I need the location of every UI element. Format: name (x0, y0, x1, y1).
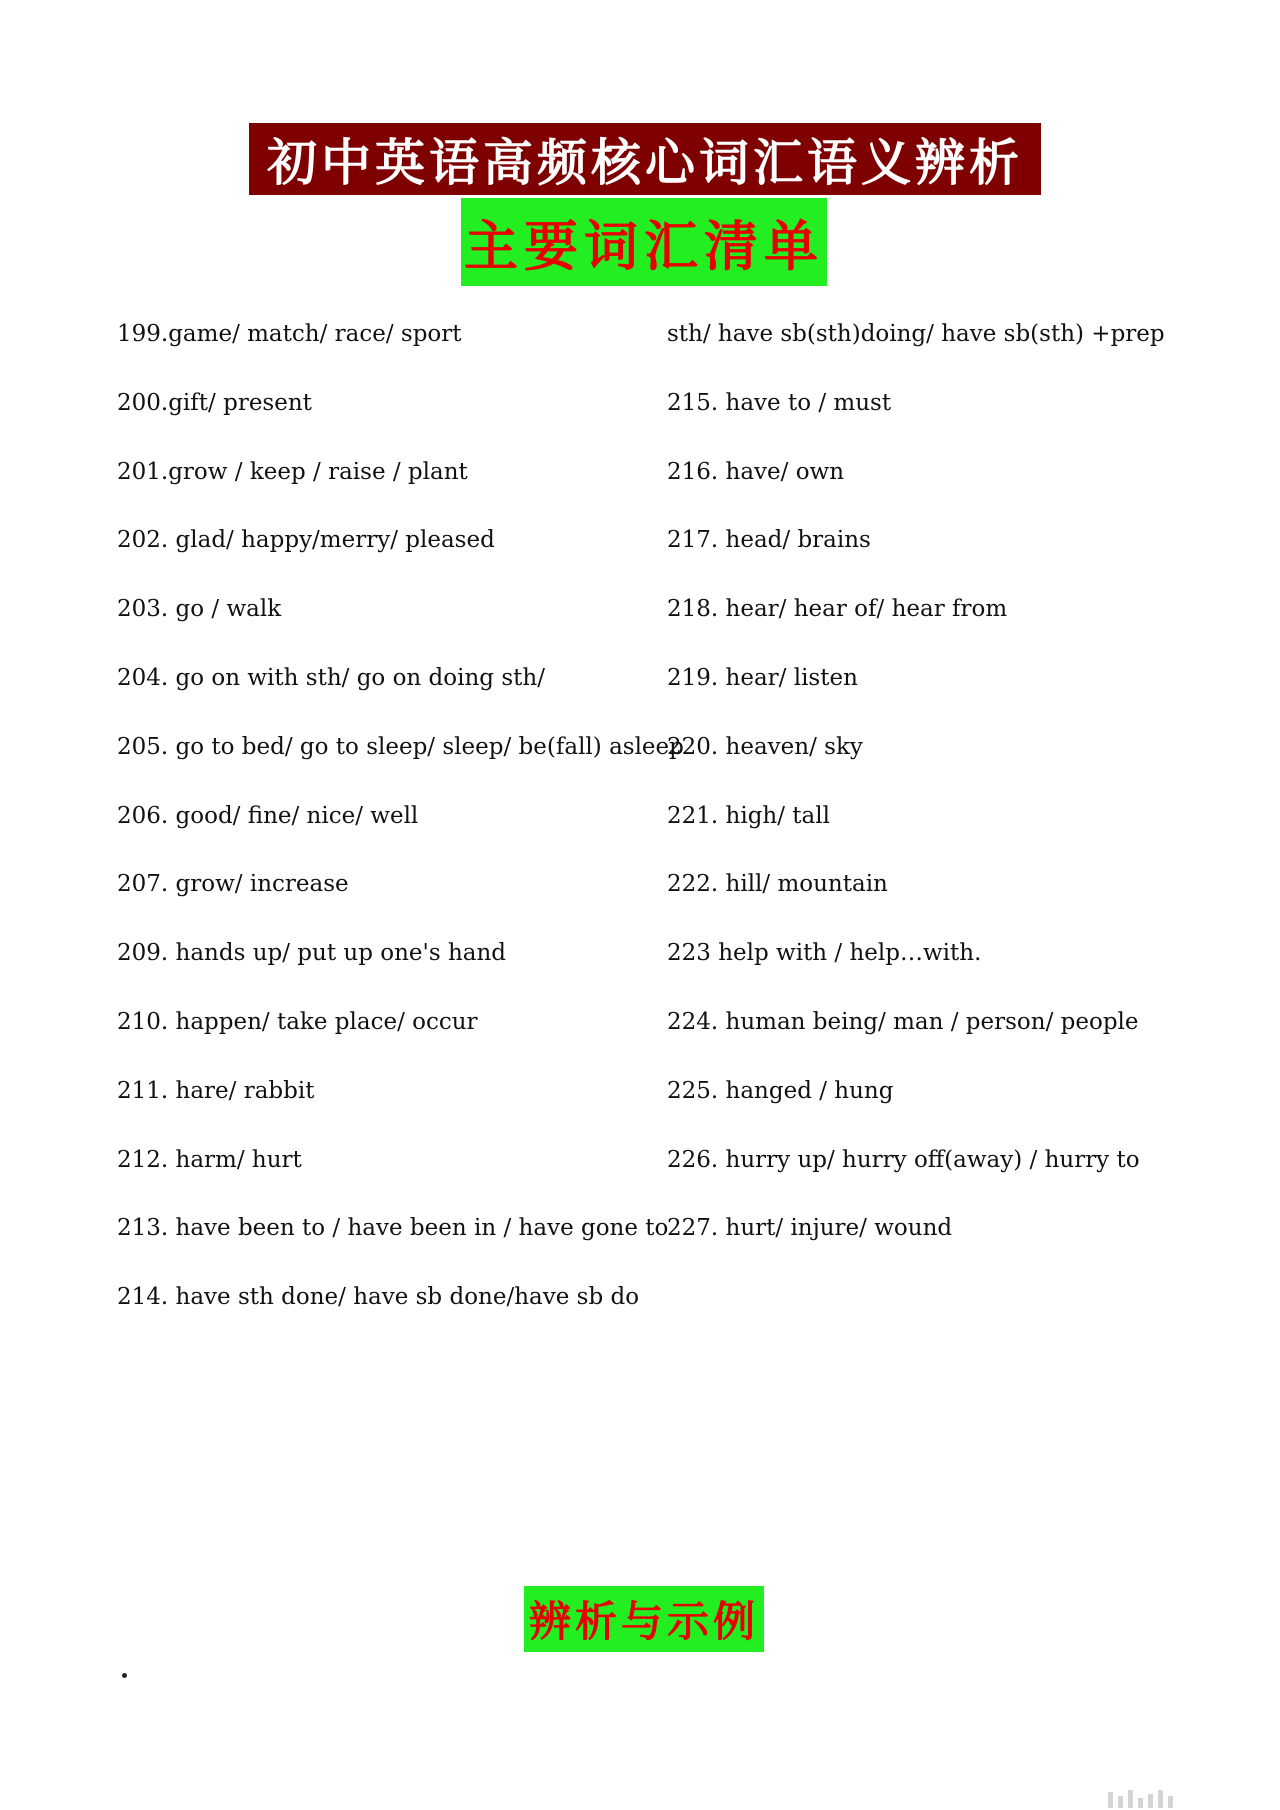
vocabulary-item: 206. good/ fine/ nice/ well (117, 802, 419, 829)
vocabulary-item: 224. human being/ man / person/ people (667, 1008, 1139, 1035)
vocabulary-item: 205. go to bed/ go to sleep/ sleep/ be(fall) asleep (117, 733, 684, 760)
vocabulary-item: 227. hurt/ injure/ wound (667, 1215, 953, 1242)
vocabulary-item: 215. have to / must (667, 389, 892, 416)
vocabulary-item: 201.grow / keep / raise / plant (117, 458, 468, 485)
document-title: 初中英语高频核心词汇语义辨析 (249, 123, 1041, 195)
vocabulary-item: 200.gift/ present (117, 389, 312, 416)
vocabulary-item: 202. glad/ happy/merry/ pleased (117, 527, 495, 554)
vocabulary-item: 217. head/ brains (667, 527, 871, 554)
vocabulary-item: 212. harm/ hurt (117, 1146, 302, 1173)
watermark-icon (1108, 1790, 1173, 1808)
vocabulary-item: 222. hill/ mountain (667, 871, 888, 898)
vocabulary-item: 223 help with / help…with. (667, 940, 982, 967)
vocabulary-list-heading: 主要词汇清单 (461, 198, 827, 286)
vocabulary-item: 199.game/ match/ race/ sport (117, 321, 462, 347)
vocabulary-list-left-column (117, 314, 684, 1346)
vocabulary-item: 211. hare/ rabbit (117, 1077, 315, 1104)
vocabulary-item: 213. have been to / have been in / have gone to (117, 1215, 669, 1242)
vocabulary-item: sth/ have sb(sth)doing/ have sb(sth) +prep (667, 321, 1165, 347)
vocabulary-list-right-column (667, 314, 1227, 1277)
vocabulary-item: 218. hear/ hear of/ hear from (667, 596, 1008, 623)
analysis-section-heading: 辨析与示例 (524, 1586, 764, 1652)
vocabulary-item: 221. high/ tall (667, 802, 830, 829)
vocabulary-item: 210. happen/ take place/ occur (117, 1008, 478, 1035)
vocabulary-item: 220. heaven/ sky (667, 733, 863, 760)
vocabulary-item: 207. grow/ increase (117, 871, 349, 898)
vocabulary-item: 219. hear/ listen (667, 664, 858, 691)
vocabulary-item: 214. have sth done/ have sb done/have sb do (117, 1284, 640, 1311)
vocabulary-item: 209. hands up/ put up one's hand (117, 940, 507, 967)
vocabulary-item: 204. go on with sth/ go on doing sth/ (117, 664, 545, 691)
vocabulary-item: 226. hurry up/ hurry off(away) / hurry to (667, 1146, 1140, 1173)
vocabulary-item: 225. hanged / hung (667, 1077, 894, 1104)
bullet-dot (122, 1673, 127, 1678)
vocabulary-item: 203. go / walk (117, 596, 282, 623)
vocabulary-item: 216. have/ own (667, 458, 845, 485)
